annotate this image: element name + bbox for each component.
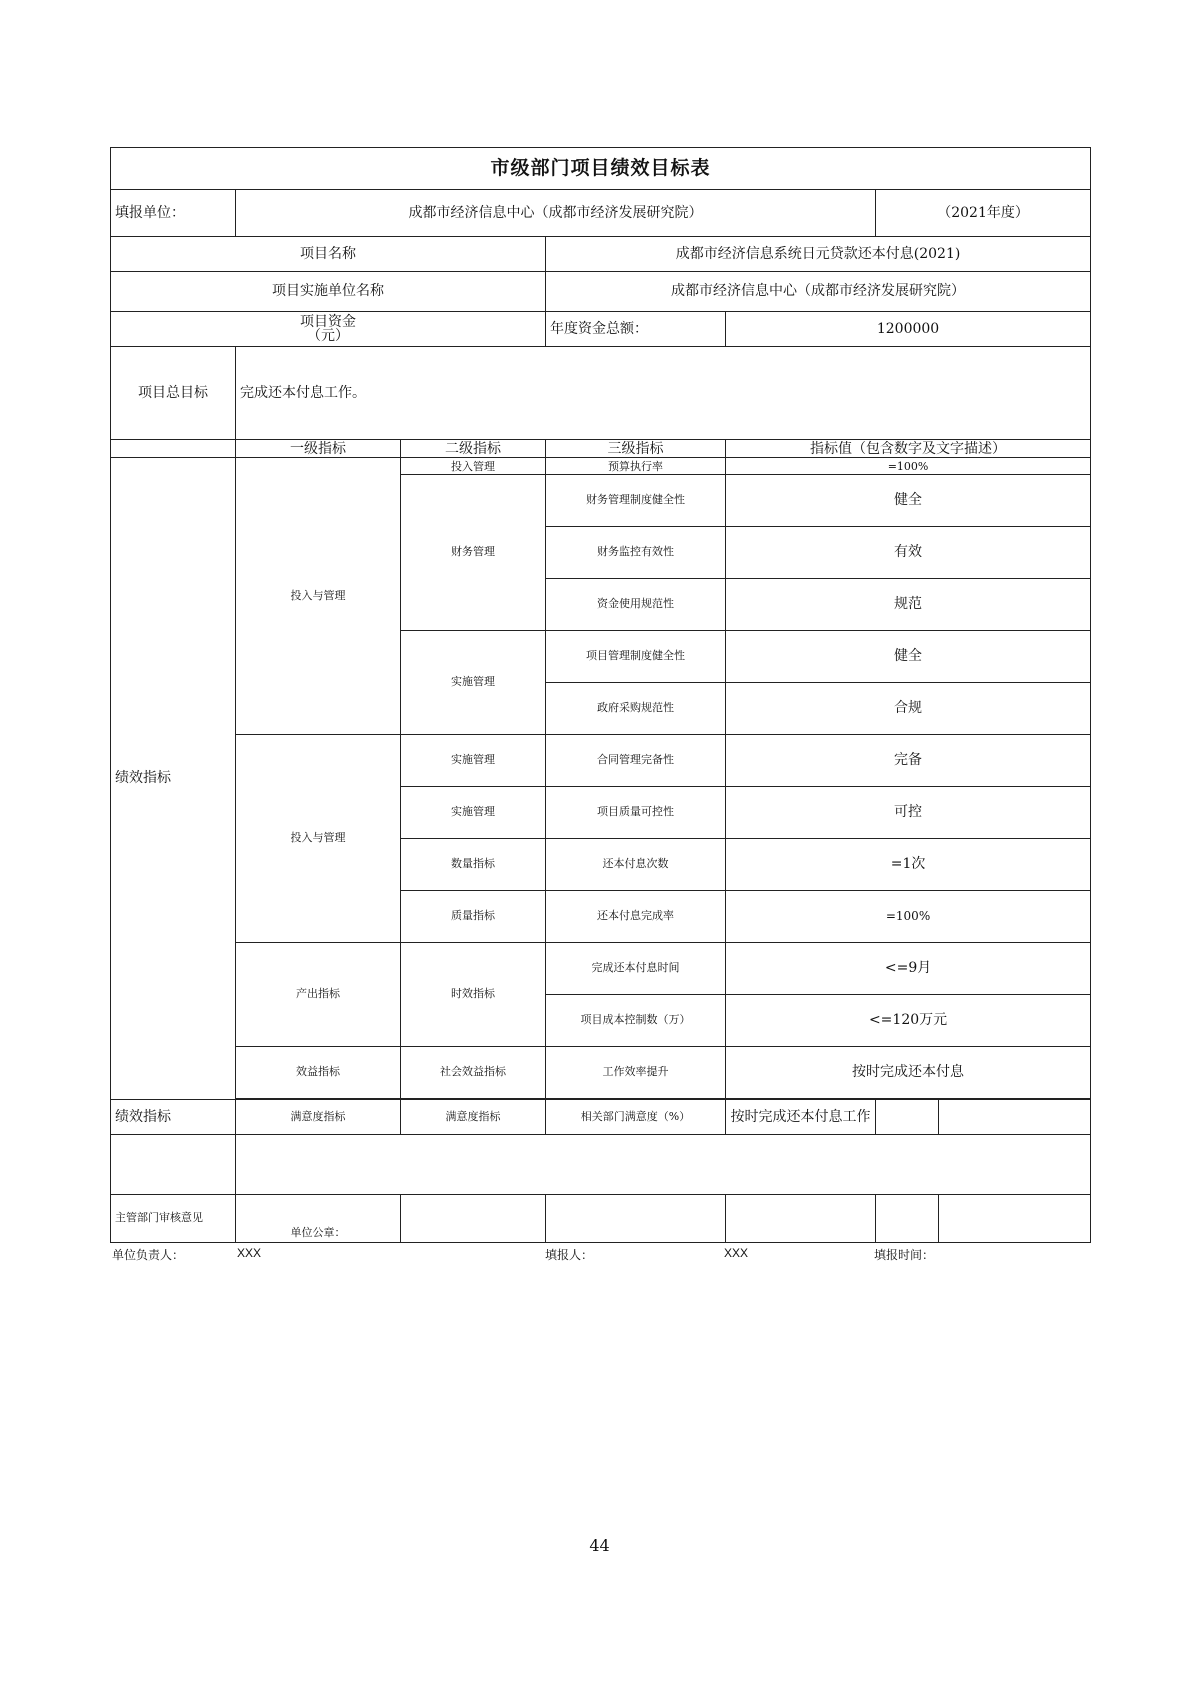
table-cell-l2: 实施管理 [401, 631, 546, 735]
table-cell-value: 可控 [726, 787, 1091, 839]
table-cell-value: <=120万元 [726, 995, 1091, 1047]
table-cell-l3: 工作效率提升 [546, 1047, 726, 1099]
table-cell-value: =100% [726, 458, 1091, 475]
table-cell-l3: 预算执行率 [546, 458, 726, 475]
table-cell-l2: 时效指标 [401, 943, 546, 1047]
table-cell-l3: 合同管理完备性 [546, 735, 726, 787]
table-cell-l1: 产出指标 [236, 943, 401, 1047]
table-cell-l3: 财务监控有效性 [546, 527, 726, 579]
table-cell-value: 健全 [726, 631, 1091, 683]
reporting-year: （2021年度） [876, 190, 1091, 237]
fill-date-label: 填报时间： [874, 1248, 935, 1262]
satisfaction-l2: 满意度指标 [401, 1100, 546, 1135]
blank-cell [236, 1135, 1091, 1195]
table-cell-value: 完备 [726, 735, 1091, 787]
header-value: 指标值（包含数字及文字描述） [726, 440, 1091, 458]
table-cell-value: 按时完成还本付息 [726, 1047, 1091, 1099]
table-cell-value: =1次 [726, 839, 1091, 891]
unit-head-label: 单位负责人： [112, 1248, 185, 1262]
project-name-value: 成都市经济信息系统日元贷款还本付息(2021) [546, 237, 1091, 272]
satisfaction-blank-cell [876, 1100, 939, 1135]
unit-seal-label: 单位公章： [236, 1195, 401, 1243]
satisfaction-value: 按时完成还本付息工作 [726, 1100, 876, 1135]
table-cell-l3: 还本付息次数 [546, 839, 726, 891]
table-cell-l3: 项目成本控制数（万） [546, 995, 726, 1047]
table-cell-l3: 政府采购规范性 [546, 683, 726, 735]
annual-total-label: 年度资金总额： [546, 312, 726, 347]
table-cell-l2: 社会效益指标 [401, 1047, 546, 1099]
table-cell-l2: 财务管理 [401, 475, 546, 631]
blank-cell [726, 1195, 876, 1243]
header-level1: 一级指标 [236, 440, 401, 458]
satisfaction-section-label: 绩效指标 [111, 1100, 236, 1135]
performance-indicators-label: 绩效指标 [111, 458, 236, 1100]
project-name-label: 项目名称 [111, 237, 546, 272]
table-cell-value: 合规 [726, 683, 1091, 735]
table-cell-l3: 完成还本付息时间 [546, 943, 726, 995]
blank-cell [939, 1195, 1091, 1243]
table-cell-l2: 质量指标 [401, 891, 546, 943]
table-cell-l2: 数量指标 [401, 839, 546, 891]
filler-value: XXX [724, 1246, 749, 1260]
funds-label [111, 312, 546, 347]
table-cell-l3: 项目质量可控性 [546, 787, 726, 839]
table-cell-l3: 资金使用规范性 [546, 579, 726, 631]
table-cell-l1: 效益指标 [236, 1047, 401, 1099]
funds-label-line2: （元） [307, 328, 349, 344]
table-cell-value: 有效 [726, 527, 1091, 579]
blank-cell [546, 1195, 726, 1243]
table-title: 市级部门项目绩效目标表 [111, 148, 1091, 190]
table-cell-l3: 项目管理制度健全性 [546, 631, 726, 683]
table-cell-l1: 投入与管理 [236, 458, 401, 735]
blank-cell [111, 1135, 236, 1195]
table-cell-l2: 投入管理 [401, 458, 546, 475]
impl-unit-label: 项目实施单位名称 [111, 272, 546, 312]
header-level2: 二级指标 [401, 440, 546, 458]
header-level3: 三级指标 [546, 440, 726, 458]
header-blank-cell [111, 440, 236, 458]
table-cell-l3: 还本付息完成率 [546, 891, 726, 943]
filler-label: 填报人： [545, 1248, 594, 1262]
table-cell-l1: 投入与管理 [236, 735, 401, 943]
project-goal-label: 项目总目标 [111, 347, 236, 440]
satisfaction-l1: 满意度指标 [236, 1100, 401, 1135]
project-goal-value: 完成还本付息工作。 [236, 347, 1091, 440]
unit-head-value: XXX [237, 1246, 262, 1260]
performance-table [110, 147, 1091, 1243]
satisfaction-blank-cell [939, 1100, 1091, 1135]
impl-unit-value: 成都市经济信息中心（成都市经济发展研究院） [546, 272, 1091, 312]
satisfaction-l3: 相关部门满意度（%） [546, 1100, 726, 1135]
table-cell-value: 健全 [726, 475, 1091, 527]
reporting-unit-value: 成都市经济信息中心（成都市经济发展研究院） [236, 190, 876, 237]
blank-cell [401, 1195, 546, 1243]
page-number: 44 [589, 1536, 610, 1555]
table-cell-value: 规范 [726, 579, 1091, 631]
reporting-unit-label: 填报单位： [111, 190, 236, 237]
table-cell-value: =100% [726, 891, 1091, 943]
annual-total-value: 1200000 [726, 312, 1091, 347]
table-cell-value: <=9月 [726, 943, 1091, 995]
table-cell-l2: 实施管理 [401, 787, 546, 839]
table-cell-l3: 财务管理制度健全性 [546, 475, 726, 527]
review-opinion-label: 主管部门审核意见 [111, 1195, 236, 1243]
table-cell-l2: 实施管理 [401, 735, 546, 787]
funds-label-line1: 项目资金 [300, 314, 356, 330]
blank-cell [876, 1195, 939, 1243]
